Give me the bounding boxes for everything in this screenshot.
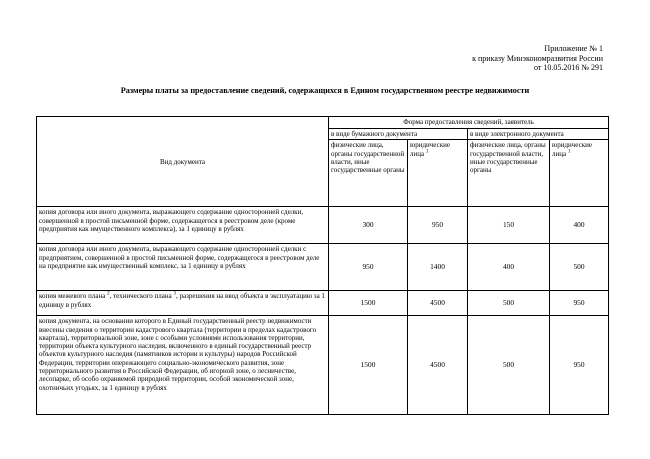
- fees-table: [36, 116, 609, 415]
- row-doc-name: копия документа, на основании которого в Единый государственный реестр недвижимости внесены сведения о территории кадастрового квартала (территории в пределах кадастрового квартала), территориальной зоне, зоне с особыми условиями использования территории, территории объекта культурного наследия, включенного в единый государственный реестр объектов культурного наследия (памятников истории и культуры) народов Российской Федерации, территории опережающего социально-экономического развития, зоне территориального развития в Российской Федерации, об игорной зоне, о лесничестве, лесопарке, об особо охраняемой природной территории, особой экономической зоне, охотничьих угодьях, за 1 единицу в рублях: [37, 316, 329, 415]
- table-row: [37, 244, 609, 291]
- header-row-1: [37, 117, 609, 129]
- row-doc-name: копия межевого плана $^2$, технического плана $^3$, разрешения на ввод объекта в эксплуатацию за 1 единицу в рублях: [37, 291, 329, 316]
- appendix-line-2: к приказу Минэкономразвития России: [472, 53, 603, 63]
- header-electronic-individuals: физические лица, органы государственной власти, иные государственные органы: [468, 140, 550, 207]
- cell-electronic-individuals: 500: [468, 316, 550, 415]
- header-electronic: в виде электронного документа: [468, 129, 609, 140]
- footnote-mark: 1: [425, 149, 429, 155]
- cell-electronic-individuals: 150: [468, 207, 550, 244]
- cell-paper-legal: 1400: [408, 244, 468, 291]
- row-doc-name: копия договора или иного документа, выражающего содержание односторонней сделки, совершенной в простой письменной форме, содержащегося в реестровом деле (кроме предприятия как имущественного комплекса), за 1 единицу в рублях: [37, 207, 329, 244]
- cell-electronic-legal: 500: [550, 244, 609, 291]
- footnote-mark: 3: [173, 291, 176, 297]
- header-paper-individuals: физические лица, органы государственной власти, иные государственные органы: [329, 140, 408, 207]
- cell-paper-individuals: 300: [329, 207, 408, 244]
- cell-paper-legal: 4500: [408, 316, 468, 415]
- header-electronic-legal: юридические лица $^1$: [550, 140, 609, 207]
- header-doc-type: Вид документа: [37, 117, 329, 207]
- header-paper-legal: юридические лица $^1$: [408, 140, 468, 207]
- footnote-mark: 1: [567, 149, 571, 155]
- table-row: [37, 207, 609, 244]
- cell-electronic-legal: 950: [550, 291, 609, 316]
- cell-electronic-legal: 950: [550, 316, 609, 415]
- row-doc-name: копия договора или иного документа, выражающего содержание односторонней сделки с предприятием, совершенной в простой письменной форме, содержащегося в реестровом деле на предприятие как имущественный комплекс, за 1 единицу в рублях: [37, 244, 329, 291]
- table-row: [37, 316, 609, 415]
- cell-paper-individuals: 1500: [329, 291, 408, 316]
- header-form: Форма предоставления сведений, заявитель: [329, 117, 609, 129]
- appendix-line-1: Приложение № 1: [544, 44, 603, 53]
- cell-electronic-individuals: 500: [468, 291, 550, 316]
- document-title: Размеры платы за предоставление сведений, содержащихся в Едином государственном реестре недвижимости: [120, 86, 530, 95]
- cell-paper-individuals: 950: [329, 244, 408, 291]
- cell-paper-legal: 950: [408, 207, 468, 244]
- cell-electronic-legal: 400: [550, 207, 609, 244]
- cell-paper-legal: 4500: [408, 291, 468, 316]
- header-paper: в виде бумажного документа: [329, 129, 468, 140]
- cell-electronic-individuals: 400: [468, 244, 550, 291]
- table-row: [37, 291, 609, 316]
- cell-paper-individuals: 1500: [329, 316, 408, 415]
- footnote-mark: 2: [107, 291, 110, 297]
- appendix-block: [472, 44, 603, 73]
- appendix-line-3: от 10.05.2016 № 291: [533, 63, 603, 73]
